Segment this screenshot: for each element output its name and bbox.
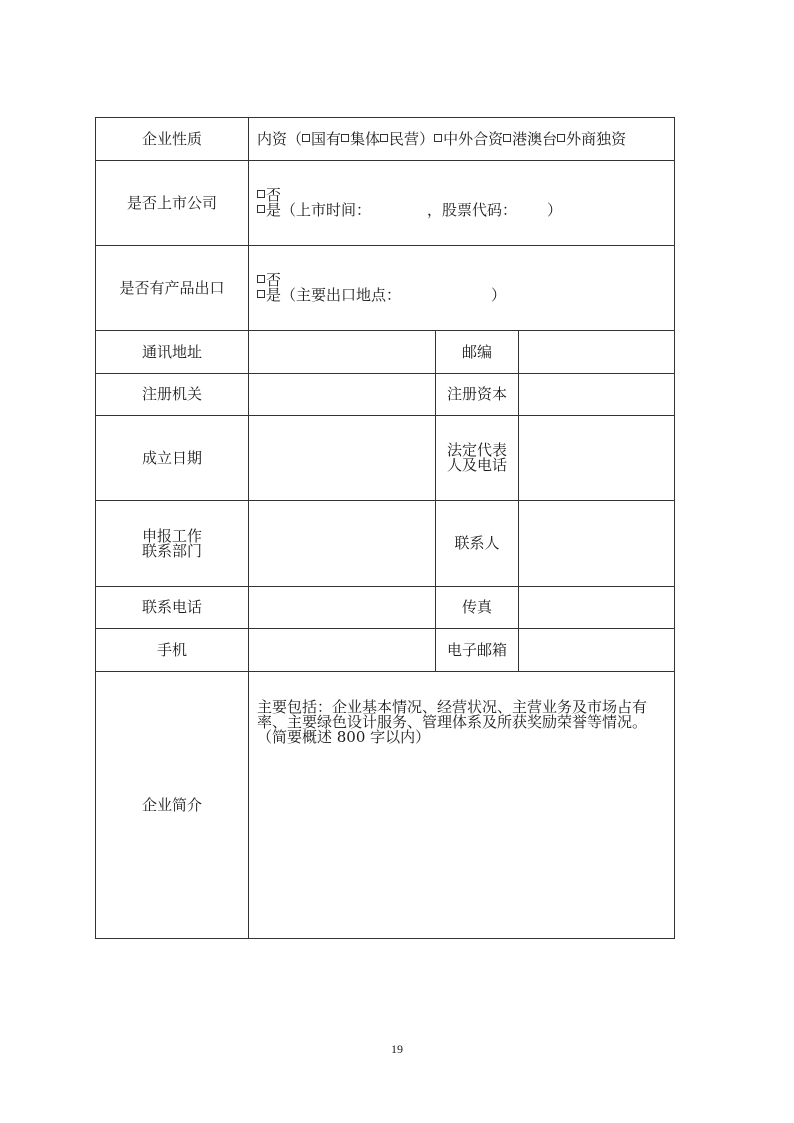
- label-postcode: 邮编: [436, 331, 519, 374]
- checkbox-export-no[interactable]: [257, 275, 265, 283]
- checkbox-sino-foreign[interactable]: [434, 134, 442, 142]
- enterprise-info-form: [95, 117, 675, 939]
- option-collective: 集体: [350, 129, 381, 148]
- listing-date-label: 是（上市时间：: [266, 201, 372, 219]
- label-founded-date: 成立日期: [96, 416, 249, 501]
- checkbox-export-yes[interactable]: [257, 290, 265, 298]
- registered-capital-field[interactable]: [519, 374, 675, 416]
- founded-date-field[interactable]: [249, 416, 436, 501]
- email-field[interactable]: [519, 629, 675, 672]
- option-export-no: 否: [266, 271, 282, 289]
- address-field[interactable]: [249, 331, 436, 374]
- label-listed-company: 是否上市公司: [96, 161, 249, 246]
- checkbox-private[interactable]: [380, 134, 388, 142]
- postcode-field[interactable]: [519, 331, 675, 374]
- checkbox-collective[interactable]: [341, 134, 349, 142]
- label-email: 电子邮箱: [436, 629, 519, 672]
- stock-code-label: ，股票代码：: [427, 201, 518, 219]
- row-contact-dept: [96, 501, 675, 587]
- row-phone: [96, 587, 675, 629]
- close-paren: ）: [419, 129, 435, 148]
- page-number: 19: [391, 1042, 403, 1056]
- option-state-owned: 国有: [311, 129, 342, 148]
- option-sino-foreign: 中外合资: [443, 129, 504, 148]
- label-contact-department: [96, 501, 249, 587]
- label-address: 通讯地址: [96, 331, 249, 374]
- legal-representative-field[interactable]: [519, 416, 675, 501]
- checkbox-foreign[interactable]: [557, 134, 565, 142]
- label-line-2: 人及电话: [446, 456, 507, 474]
- label-company-intro: 企业简介: [96, 672, 249, 939]
- label-line-2: 联系部门: [141, 541, 202, 560]
- close-paren: ）: [491, 286, 507, 304]
- row-mobile: [96, 629, 675, 672]
- label-contact-person: 联系人: [436, 501, 519, 587]
- contact-person-field[interactable]: [519, 501, 675, 587]
- option-hk-macao-tw: 港澳台: [512, 129, 558, 148]
- row-address: [96, 331, 675, 374]
- label-line-1: 法定代表: [446, 441, 507, 459]
- phone-field[interactable]: [249, 587, 436, 629]
- listed-yes-line: [257, 203, 674, 218]
- company-intro-field[interactable]: [249, 672, 675, 939]
- label-phone: 联系电话: [96, 587, 249, 629]
- row-product-export: [96, 246, 675, 331]
- export-yes-line: [257, 288, 674, 303]
- intro-instruction-line-1: 主要包括：企业基本情况、经营状况、主营业务及市场占有: [257, 698, 648, 716]
- row-registration: [96, 374, 675, 416]
- label-registration-authority: 注册机关: [96, 374, 249, 416]
- option-listed-no: 否: [266, 186, 282, 204]
- domestic-label: 内资（: [257, 129, 303, 148]
- close-paren: ）: [547, 201, 563, 219]
- intro-instruction-line-3: （简要概述 800 字以内）: [257, 728, 431, 746]
- row-enterprise-nature: [96, 118, 675, 161]
- label-mobile: 手机: [96, 629, 249, 672]
- checkbox-listed-yes[interactable]: [257, 205, 265, 213]
- row-company-intro: [96, 672, 675, 939]
- fax-field[interactable]: [519, 587, 675, 629]
- mobile-field[interactable]: [249, 629, 436, 672]
- checkbox-hk-macao-tw[interactable]: [503, 134, 511, 142]
- product-export-options: [249, 246, 675, 331]
- label-fax: 传真: [436, 587, 519, 629]
- intro-instruction-line-2: 率、主要绿色设计服务、管理体系及所获奖励荣誉等情况。: [257, 713, 648, 731]
- export-location-label: 是（主要出口地点：: [266, 286, 402, 304]
- label-enterprise-nature: 企业性质: [96, 118, 249, 161]
- label-registered-capital: 注册资本: [436, 374, 519, 416]
- checkbox-listed-no[interactable]: [257, 190, 265, 198]
- label-line-1: 申报工作: [141, 526, 202, 545]
- checkbox-state-owned[interactable]: [302, 134, 310, 142]
- label-legal-representative: [436, 416, 519, 501]
- row-listed-company: [96, 161, 675, 246]
- enterprise-nature-options: [249, 118, 675, 161]
- contact-department-field[interactable]: [249, 501, 436, 587]
- registration-authority-field[interactable]: [249, 374, 436, 416]
- row-founded: [96, 416, 675, 501]
- option-foreign-owned: 外商独资: [566, 129, 627, 148]
- listed-company-options: [249, 161, 675, 246]
- label-product-export: 是否有产品出口: [96, 246, 249, 331]
- option-private: 民营: [389, 129, 420, 148]
